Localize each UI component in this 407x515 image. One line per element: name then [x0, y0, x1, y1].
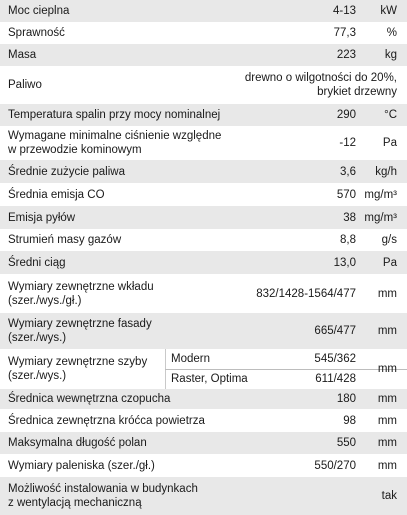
spec-label-line: Wymiary zewnętrzne fasady: [8, 318, 152, 330]
spec-label-line: Wymagane minimalne ciśnienie względne: [8, 130, 222, 142]
spec-row: [0, 274, 407, 313]
spec-unit: mm: [377, 415, 397, 427]
spec-unit: %: [386, 27, 397, 39]
spec-value: 3,6: [340, 166, 356, 178]
spec-label-line: Możliwość instalowania w budynkach: [8, 483, 198, 495]
spec-unit: mm: [377, 437, 397, 449]
spec-label-line: (szer./wys.): [8, 370, 67, 382]
spec-label: Średnica wewnętrzna czopucha: [8, 393, 171, 405]
spec-row: [0, 104, 407, 126]
spec-label: Temperatura spalin przy mocy nominalnej: [8, 109, 221, 121]
spec-unit: kg/h: [375, 166, 397, 178]
spec-label: [8, 280, 154, 308]
spec-value: 550: [336, 437, 356, 449]
spec-row: [0, 251, 407, 274]
spec-label-line: (szer./wys.): [8, 332, 67, 344]
spec-unit: mg/m³: [364, 212, 397, 224]
spec-unit: tak: [381, 490, 397, 502]
spec-row: [0, 126, 407, 160]
spec-unit: mm: [377, 460, 397, 472]
spec-row: [0, 409, 407, 432]
spec-row: [0, 44, 407, 66]
spec-value-line: drewno o wilgotności do 20%,: [244, 72, 397, 84]
spec-value: [245, 71, 397, 99]
spec-label: Sprawność: [8, 27, 65, 39]
spec-value: 4-13: [332, 5, 356, 17]
spec-unit: °C: [384, 109, 397, 121]
spec-value: 8,8: [340, 234, 356, 246]
spec-row: [0, 454, 407, 477]
spec-label: Paliwo: [8, 79, 42, 91]
spec-row: [0, 432, 407, 454]
variant-value: 545/362: [314, 353, 356, 365]
spec-label-line: z wentylacją mechaniczną: [8, 497, 142, 509]
spec-label: Średnie zużycie paliwa: [8, 166, 125, 178]
spec-label: Średnia emisja CO: [8, 189, 105, 201]
spec-value: 832/1428-1564/477: [256, 288, 356, 300]
spec-label: [8, 482, 198, 510]
spec-row: [0, 313, 407, 349]
spec-row: [0, 183, 407, 206]
spec-row: [0, 66, 407, 104]
spec-row: [0, 349, 407, 389]
spec-unit: kg: [384, 49, 397, 61]
spec-unit: Pa: [382, 137, 397, 149]
variant-subrow: [165, 369, 407, 389]
variant-separator: [165, 369, 407, 370]
spec-value: 550/270: [314, 460, 356, 472]
spec-value: 13,0: [333, 257, 356, 269]
spec-value: 38: [343, 212, 356, 224]
spec-row: [0, 477, 407, 515]
spec-label: Emisja pyłów: [8, 212, 76, 224]
spec-unit: Pa: [382, 257, 397, 269]
spec-label: Maksymalna długość polan: [8, 437, 147, 449]
spec-unit: mm: [377, 393, 397, 405]
spec-label: [8, 317, 152, 345]
variant-name: Raster, Optima: [171, 373, 248, 385]
spec-label: Średni ciąg: [8, 257, 66, 269]
spec-unit: mm: [377, 325, 397, 337]
spec-value: 290: [336, 109, 356, 121]
spec-row: [0, 160, 407, 183]
spec-label: Masa: [8, 49, 37, 61]
spec-value: 180: [336, 393, 356, 405]
spec-unit: mm: [377, 288, 397, 300]
spec-value: 223: [336, 49, 356, 61]
spec-unit: mm: [377, 363, 397, 375]
spec-label: Strumień masy gazów: [8, 234, 122, 246]
spec-unit: kW: [380, 5, 397, 17]
spec-label-line: (szer./wys./gł.): [8, 295, 82, 307]
spec-value: 570: [336, 189, 356, 201]
spec-label: [8, 129, 221, 157]
spec-unit: g/s: [381, 234, 397, 246]
variant-value: 611/428: [315, 373, 356, 385]
spec-row: [0, 229, 407, 251]
spec-row: [0, 0, 407, 22]
spec-value: 98: [343, 415, 356, 427]
spec-label-line: w przewodzie kominowym: [8, 144, 142, 156]
spec-row: [0, 206, 407, 229]
spec-unit: mg/m³: [364, 189, 397, 201]
spec-label: Moc cieplna: [8, 5, 70, 17]
spec-label-line: Wymiary zewnętrzne szyby: [8, 356, 148, 368]
spec-label: Średnica zewnętrzna króćca powietrza: [8, 415, 205, 427]
variant-subrow: [165, 349, 407, 369]
spec-value: 77,3: [333, 27, 356, 39]
spec-label: Wymiary paleniska (szer./gł.): [8, 460, 155, 472]
spec-value-line: brykiet drzewny: [317, 86, 397, 98]
spec-row: [0, 22, 407, 44]
spec-label-line: Wymiary zewnętrzne wkładu: [8, 281, 154, 293]
variant-name: Modern: [171, 353, 210, 365]
spec-value: -12: [339, 137, 356, 149]
spec-value: 665/477: [314, 325, 356, 337]
spec-label: [8, 355, 147, 383]
spec-row: [0, 389, 407, 409]
